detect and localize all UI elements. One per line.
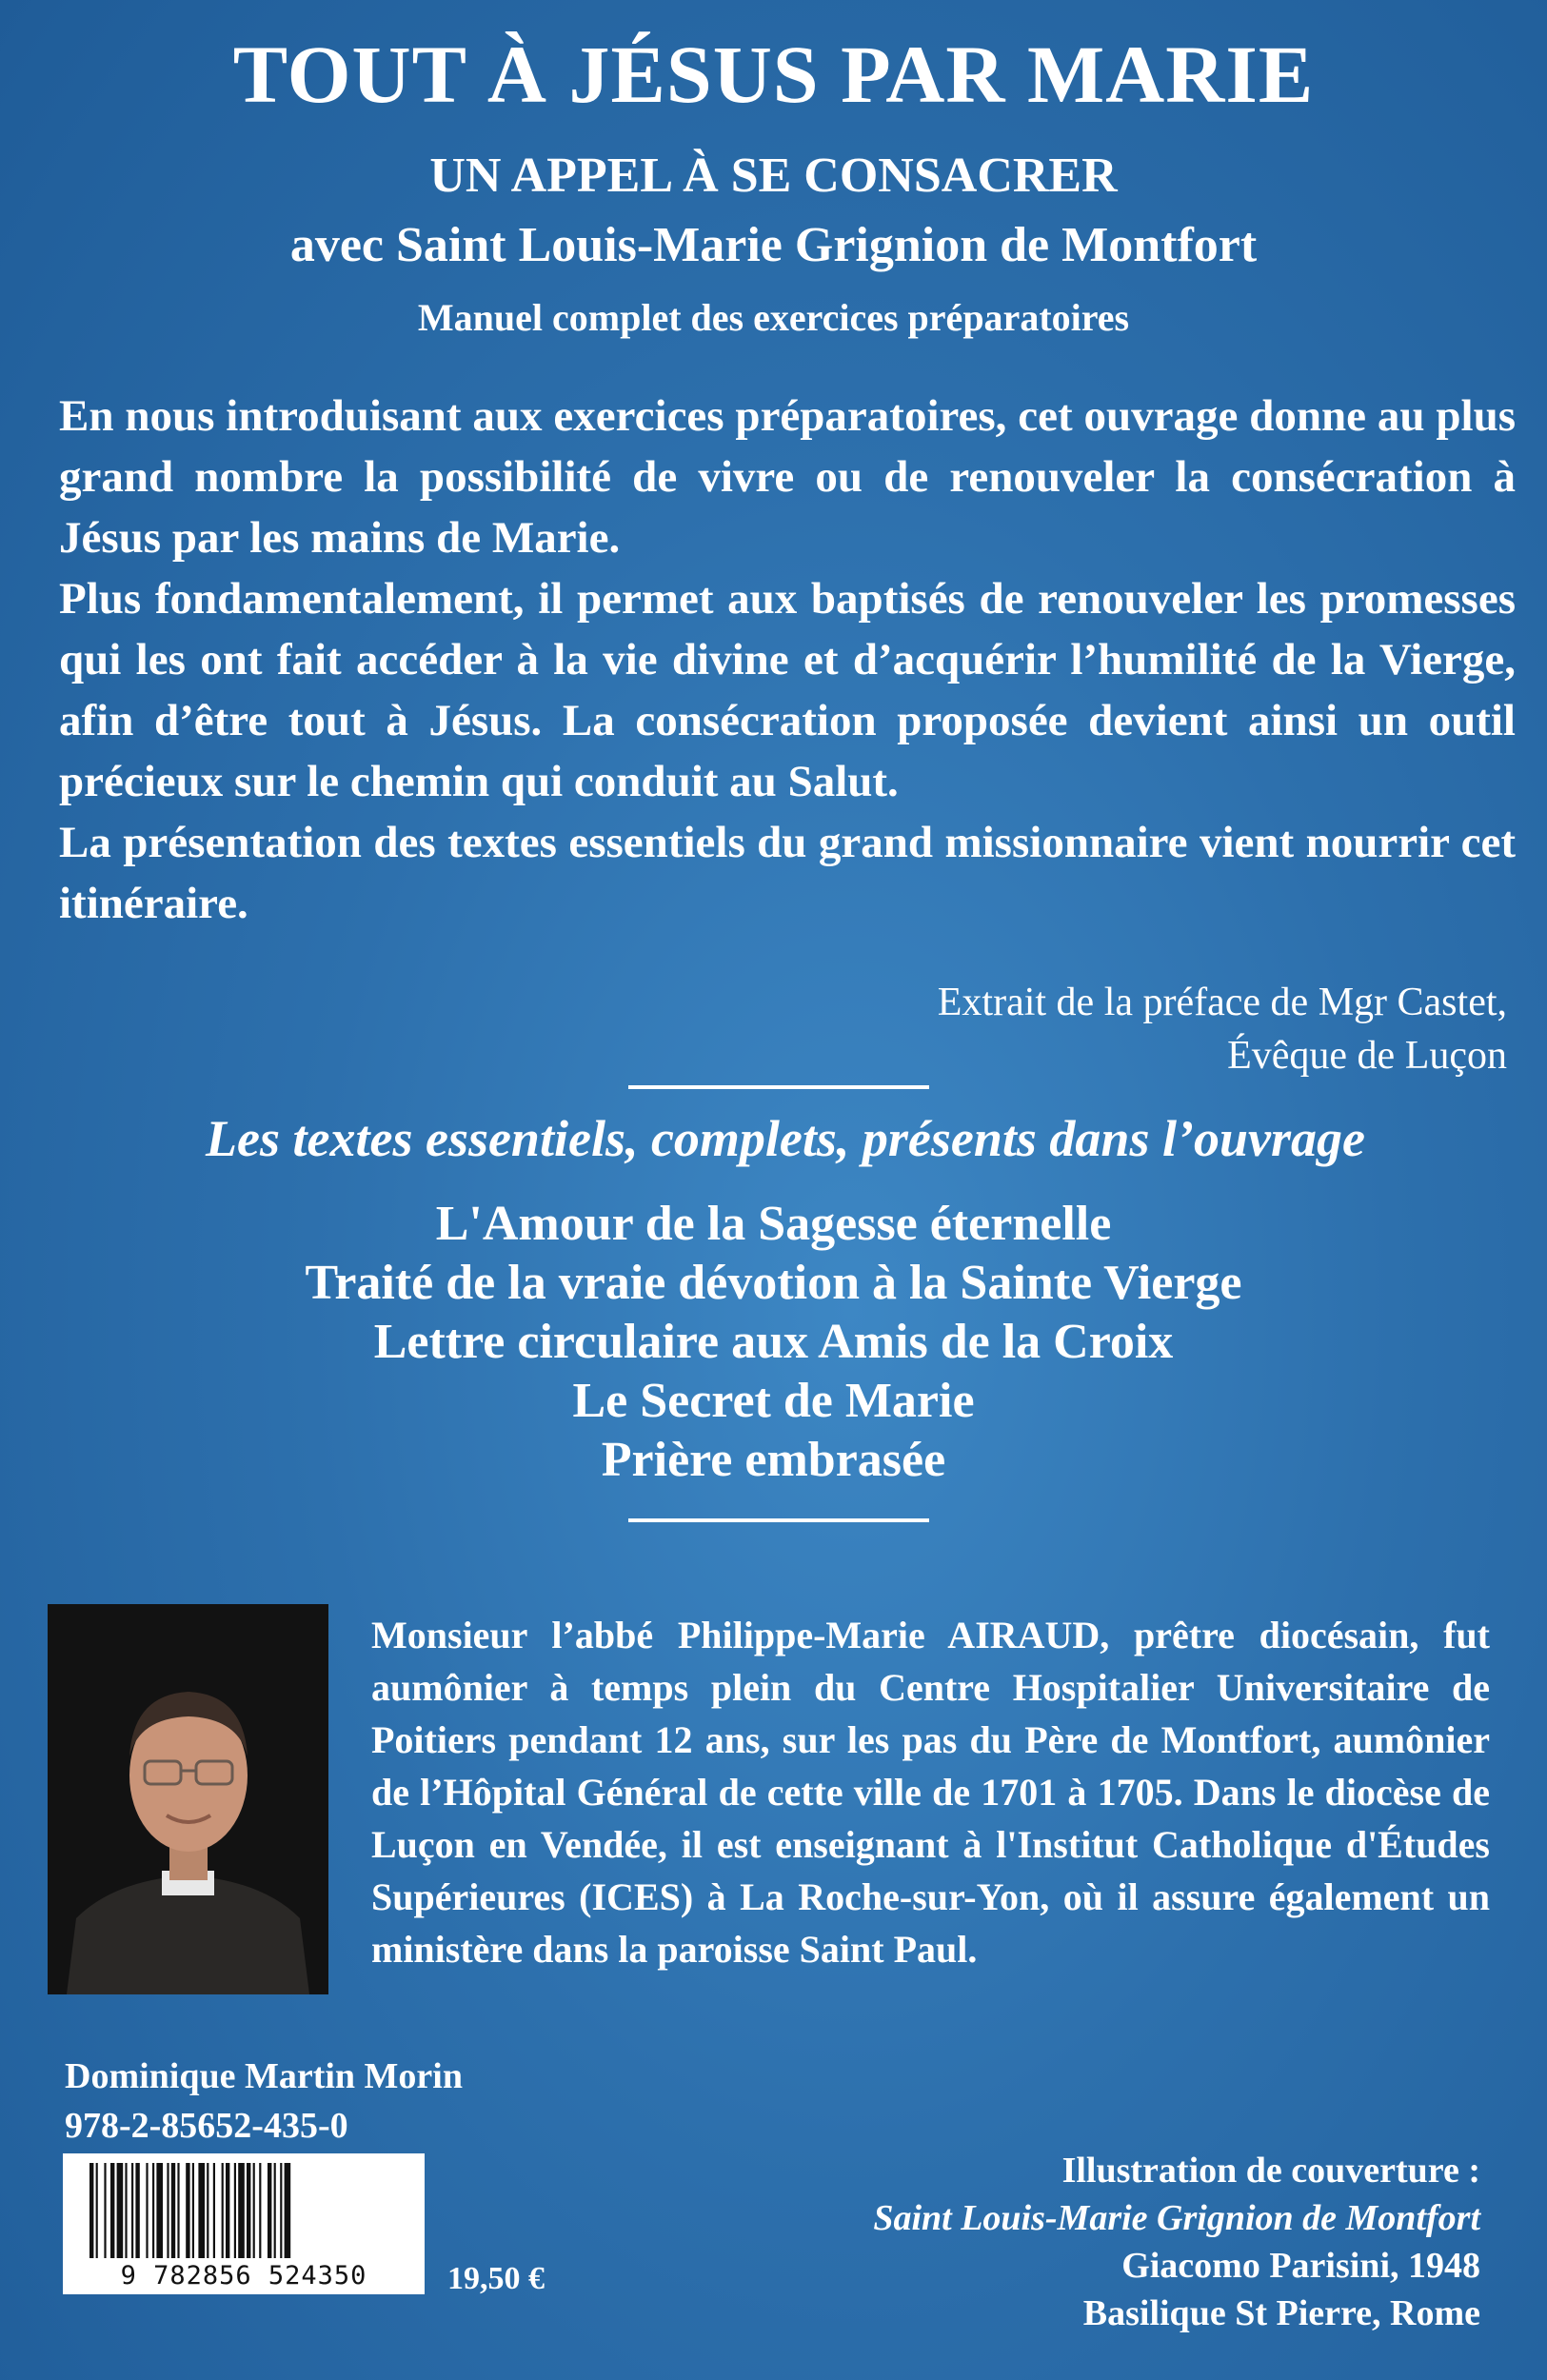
divider <box>628 1518 929 1522</box>
barcode-bar <box>253 2163 255 2258</box>
intro-paragraph: En nous introduisant aux exercices préparatoires, cet ouvrage donne au plus grand nombre la possibilité de vivre ou de renouveler la consécration à Jésus par les mains de Marie. <box>59 391 1516 563</box>
barcode-bar <box>131 2163 133 2258</box>
barcode-bar <box>177 2163 179 2258</box>
barcode-bar <box>152 2163 154 2258</box>
barcode-bar <box>259 2163 261 2258</box>
intro-text <box>59 386 1516 934</box>
author-photo <box>48 1604 328 1994</box>
barcode-bar <box>186 2163 189 2258</box>
texts-list-item: L'Amour de la Sagesse éternelle <box>435 1197 1112 1251</box>
divider <box>628 1085 929 1089</box>
illustration-label: Illustration de couverture : <box>1061 2151 1480 2191</box>
barcode-bar <box>171 2163 175 2258</box>
texts-list-item: Le Secret de Marie <box>572 1374 975 1428</box>
barcode-bar <box>234 2163 236 2258</box>
cover-illustration-credit <box>873 2147 1480 2337</box>
barcode-bar <box>285 2163 291 2258</box>
texts-list <box>0 1195 1547 1490</box>
barcode-bar <box>110 2163 114 2258</box>
barcode-bar <box>96 2163 98 2258</box>
preface-attribution <box>938 976 1507 1082</box>
barcode-digits: 9 782856 524350 <box>120 2261 367 2291</box>
publisher-name: Dominique Martin Morin <box>65 2056 463 2096</box>
barcode-bar <box>117 2163 124 2258</box>
barcode-bar <box>192 2163 194 2258</box>
book-subtitle: UN APPEL À SE CONSACRER <box>429 149 1118 203</box>
barcode-bar <box>274 2163 276 2258</box>
barcode <box>63 2153 425 2294</box>
texts-list-item: Lettre circulaire aux Amis de la Croix <box>373 1315 1174 1369</box>
isbn: 978-2-85652-435-0 <box>65 2106 348 2146</box>
barcode-bar <box>156 2163 163 2258</box>
texts-heading: Les textes essentiels, complets, présents dans l’ouvrage <box>206 1110 1365 1167</box>
book-title: TOUT À JÉSUS PAR MARIE <box>232 29 1315 120</box>
barcode-bar <box>213 2163 215 2258</box>
barcode-bar <box>135 2163 139 2258</box>
author-bio: Monsieur l’abbé Philippe-Marie AIRAUD, prêtre diocésain, fut aumônier à temps plein du Centre Hospitalier Universitaire de Poitiers pendant 12 ans, sur les pas du Père de Montfort, aumônier de l’Hôpital Général de cette ville de 1701 à 1705. Dans le diocèse de Luçon en Vendée, il est enseignant à l'Institut Catholique d'Études Supérieures (ICES) à La Roche-sur-Yon, où il assure également un ministère dans la paroisse Saint Paul. <box>371 1614 1490 1971</box>
barcode-bar <box>222 2163 224 2258</box>
barcode-bar <box>125 2163 127 2258</box>
barcode-bar <box>167 2163 169 2258</box>
illustration-work: Saint Louis-Marie Grignion de Montfort <box>873 2198 1480 2238</box>
barcode-bar <box>104 2163 106 2258</box>
texts-list-item: Traité de la vraie dévotion à la Sainte Vierge <box>305 1256 1242 1310</box>
barcode-bar <box>247 2163 250 2258</box>
publisher-info <box>65 2052 463 2151</box>
attribution-line: Extrait de la préface de Mgr Castet, <box>937 981 1507 1024</box>
illustration-location: Basilique St Pierre, Rome <box>1082 2293 1480 2333</box>
barcode-bar <box>146 2163 148 2258</box>
barcode-bar <box>198 2163 205 2258</box>
illustration-artist: Giacomo Parisini, 1948 <box>1121 2246 1480 2286</box>
attribution-line: Évêque de Luçon <box>1227 1034 1507 1078</box>
barcode-bar <box>238 2163 245 2258</box>
book-subtitle-manual: Manuel complet des exercices préparatoires <box>417 296 1130 339</box>
intro-paragraph: La présentation des textes essentiels du grand missionnaire vient nourrir cet itinéraire. <box>59 818 1516 928</box>
price: 19,50 € <box>447 2261 545 2296</box>
barcode-bar <box>207 2163 208 2258</box>
barcode-bar <box>226 2163 229 2258</box>
book-subtitle-author: avec Saint Louis-Marie Grignion de Montfort <box>289 218 1258 272</box>
barcode-bar <box>89 2163 93 2258</box>
texts-list-item: Prière embrasée <box>601 1433 946 1487</box>
barcode-bar <box>280 2163 282 2258</box>
barcode-bar <box>268 2163 271 2258</box>
intro-paragraph: Plus fondamentalement, il permet aux baptisés de renouveler les promesses qui les ont fait accéder à la vie divine et d’acquérir l’humilité de la Vierge, afin d’être tout à Jésus. La consécration proposée devient ainsi un outil précieux sur le chemin qui conduit au Salut. <box>59 574 1516 806</box>
